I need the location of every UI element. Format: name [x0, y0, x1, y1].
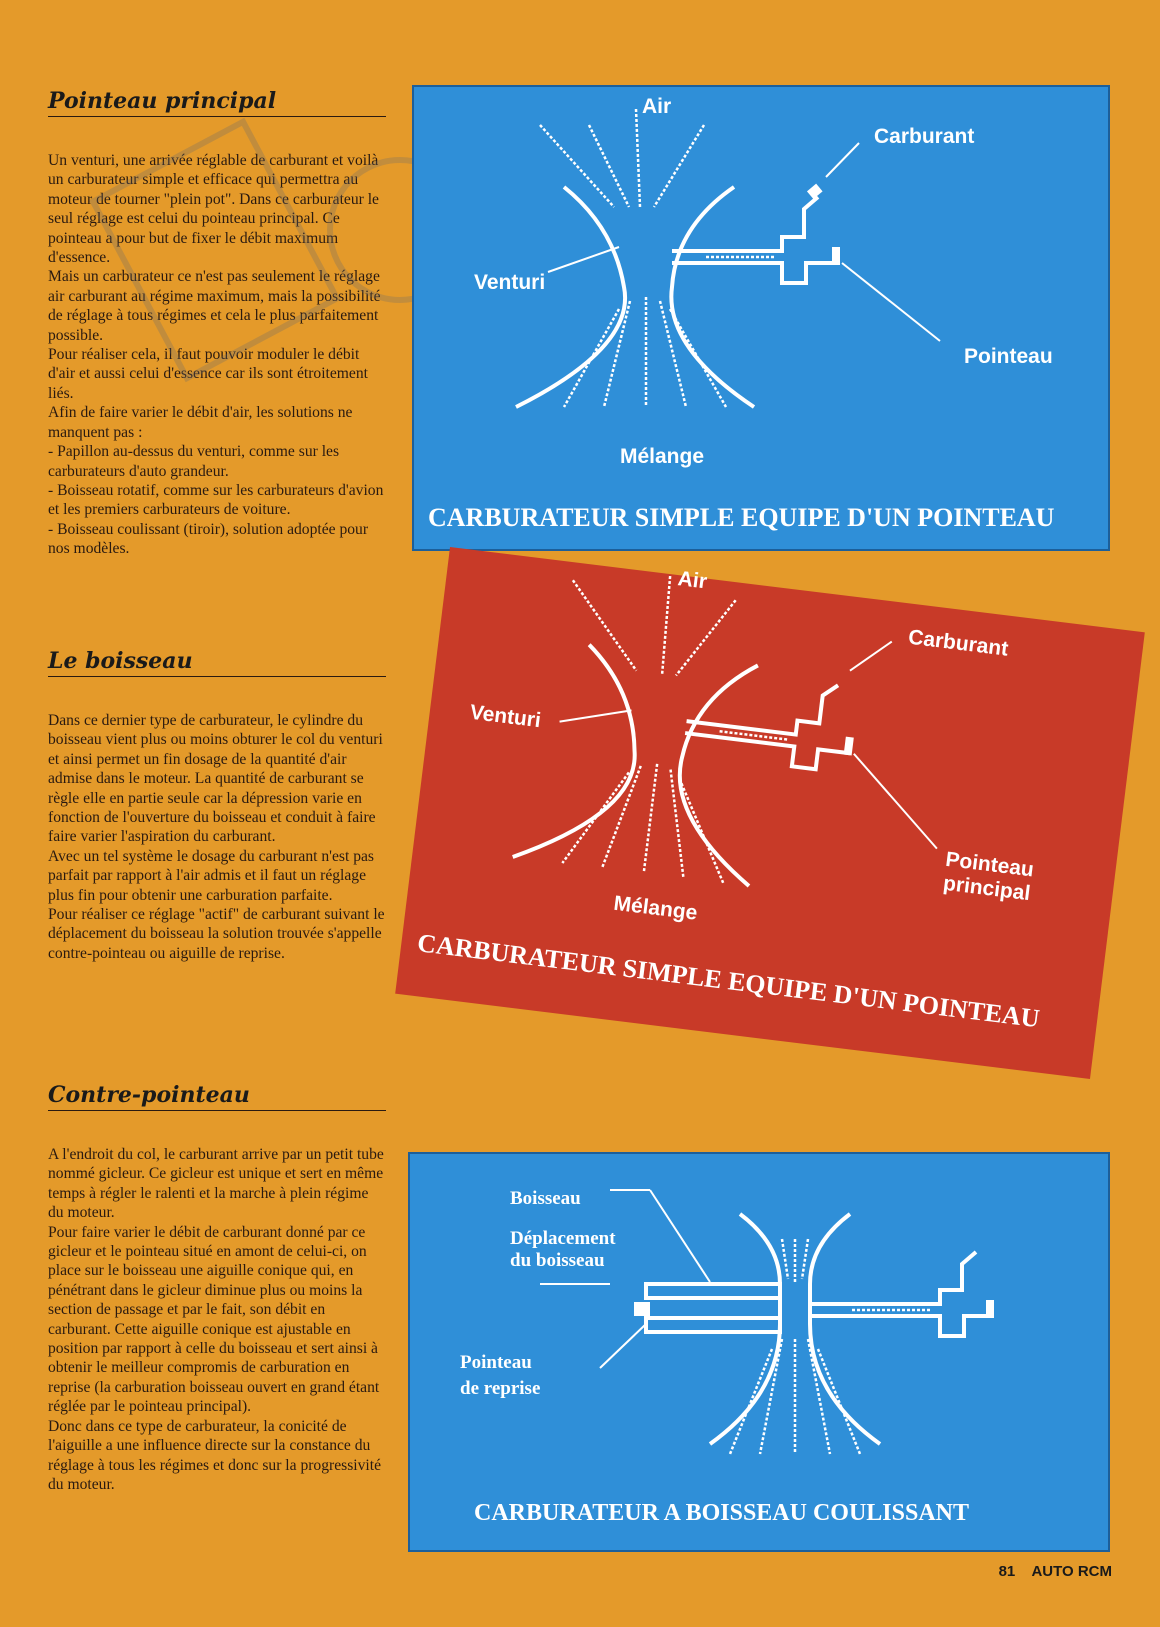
label-pointeau-principal: Pointeau principal	[941, 847, 1036, 906]
label-melange: Mélange	[612, 891, 699, 925]
label-melange: Mélange	[620, 445, 705, 468]
section-pointeau-principal	[48, 88, 386, 559]
label-deplacement-boisseau: Déplacement du boisseau	[510, 1228, 616, 1271]
label-carburant: Carburant	[874, 125, 975, 148]
label-air: Air	[676, 567, 709, 594]
label-carburant: Carburant	[907, 625, 1010, 661]
diagram-caption: CARBURATEUR A BOISSEAU COULISSANT	[474, 1500, 970, 1526]
magazine-name: AUTO RCM	[1031, 1563, 1112, 1580]
label-venturi: Venturi	[474, 271, 546, 294]
page-footer	[999, 1563, 1112, 1580]
diagram-sliding-throttle-carburetor	[408, 1152, 1110, 1552]
label-pointeau: Pointeau	[964, 345, 1053, 368]
label-boisseau: Boisseau	[510, 1188, 581, 1209]
diagram-caption: CARBURATEUR SIMPLE EQUIPE D'UN POINTEAU	[428, 503, 1055, 532]
diagram-simple-carburetor-principal	[395, 547, 1145, 1079]
section-heading: Contre-pointeau	[48, 1082, 386, 1111]
label-venturi: Venturi	[468, 700, 543, 733]
section-body: Dans ce dernier type de carburateur, le cylindre du boisseau vient plus ou moins obturer le col du venturi et ainsi permet un fin dosage de la quantité d'air admise dans le moteur. La quantité de carburant se règle elle en partie seule car la dépression varie en fonction de l'ouverture du boisseau et conduit à faire faire varier l'aspiration du carburant. Avec un tel système le dosage du carburant n'est pas parfait par rapport à l'air admis et il faut un réglage plus fin pour obtenir une carburation parfaite. Pour réaliser ce réglage "actif" de carburant suivant le déplacement du boisseau la solution trouvée s'appelle contre-pointeau ou aiguille de reprise.	[48, 712, 385, 962]
section-le-boisseau	[48, 648, 386, 963]
label-pointeau-reprise: Pointeau de reprise	[460, 1352, 541, 1399]
page-number: 81	[998, 1563, 1016, 1580]
section-heading: Le boisseau	[48, 648, 386, 677]
section-body: Un venturi, une arrivée réglable de carburant et voilà un carburateur simple et efficace qui permettra au moteur de tourner "plein pot". Dans ce carburateur le seul réglage est celui du pointeau principal. Ce pointeau a pour but de fixer le débit maximum d'essence. Mais un carburateur ce n'est pas seulement le réglage air carburant au régime maximum, mais la possibilité de réglage à tous régimes et cela le plus parfaitement possible. Pour réaliser cela, il faut pouvoir moduler le débit d'air et aussi celui d'essence car ils sont étroitement liés. Afin de faire varier le débit d'air, les solutions ne manquent pas : - Papillon au-dessus du venturi, comme sur les carburateurs d'auto grandeur. - Boisseau rotatif, comme sur les carburateurs d'avion et les premiers carburateurs de voiture. - Boisseau coulissant (tiroir), solution adoptée pour nos modèles.	[48, 152, 384, 558]
carburetor-diagram-art	[414, 87, 1112, 553]
label-air: Air	[642, 95, 672, 118]
section-contre-pointeau	[48, 1082, 386, 1494]
diagram-simple-carburetor	[412, 85, 1110, 551]
section-heading: Pointeau principal	[48, 88, 386, 117]
section-body: A l'endroit du col, le carburant arrive par un petit tube nommé gicleur. Ce gicleur est unique et sert en même temps à régler le ralenti et la marche à plein régime du moteur. Pour faire varier le débit de carburant donné par ce gicleur et le pointeau situé en amont de celui-ci, on place sur le boisseau une aiguille conique qui, en pénétrant dans le gicleur diminue plus ou moins la section de passage et par le fait, son débit en carburant. Cette aiguille conique est ajustable en position par rapport à celle du boisseau et sert ainsi à obtenir le meilleur compromis de carburation en reprise (la carburation boisseau ouvert en grand étant réglée par le pointeau principal). Donc dans ce type de carburateur, la conicité de l'aiguille a une influence directe sur la constance du réglage à tous les régimes et donc sur la progressivité du moteur.	[48, 1146, 384, 1493]
diagram-caption: CARBURATEUR SIMPLE EQUIPE D'UN POINTEAU	[415, 928, 1042, 1034]
